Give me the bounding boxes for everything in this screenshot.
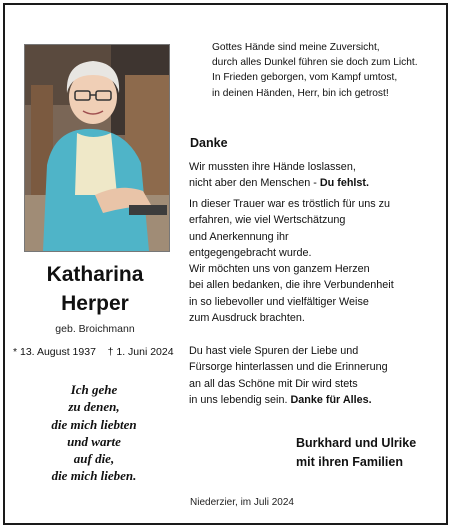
poem-line: die mich lieben.	[51, 468, 137, 484]
text-line: In dieser Trauer war es tröstlich für uns zu	[189, 198, 391, 210]
verse-line: In Frieden geborgen, vom Kampf umtost,	[212, 72, 398, 84]
poem-line: Ich gehe	[70, 382, 118, 397]
life-dates	[13, 346, 193, 358]
text-line: Wir mussten ihre Hände loslassen,	[189, 161, 356, 173]
last-name: Herper	[61, 292, 129, 315]
place-date: Niederzier, im Juli 2024	[190, 497, 294, 508]
thanks-heading: Danke	[190, 136, 228, 150]
signature-line: Burkhard und Ulrike	[296, 436, 417, 450]
signature	[296, 434, 446, 472]
text-line: und Anerkennung ihr	[189, 230, 289, 243]
text-line: entgegengebracht wurde.	[189, 246, 312, 259]
death-date: † 1. Juni 2024	[107, 346, 174, 358]
poem-line: zu denen,	[68, 399, 120, 415]
text-line: nicht aber den Menschen - Du fehlst.	[189, 177, 370, 190]
first-name: Katharina	[46, 263, 144, 286]
memorial-poem	[34, 381, 154, 485]
verse-line: durch alles Dunkel führen sie doch zum Licht.	[212, 57, 418, 69]
text-line: Du hast viele Spuren der Liebe und	[189, 345, 359, 357]
signature-line: mit ihren Familien	[296, 455, 403, 469]
text-line: in uns lebendig sein. Danke für Alles.	[189, 393, 372, 406]
text-line: an all das Schöne mit Dir wird stets	[189, 377, 358, 390]
poem-line: und warte	[67, 433, 121, 449]
text-line: Wir möchten uns von ganzem Herzen	[189, 263, 370, 276]
verse-line: in deinen Händen, Herr, bin ich getrost!	[212, 87, 389, 99]
text-line: Fürsorge hinterlassen und die Erinnerung	[189, 361, 388, 374]
thanks-paragraph-3	[189, 343, 439, 408]
thanks-paragraph-2	[189, 196, 439, 326]
maiden-name: geb. Broichmann	[55, 323, 135, 335]
poem-line: auf die,	[73, 451, 115, 467]
verse-line: Gottes Hände sind meine Zuversicht,	[212, 42, 380, 53]
portrait-photo	[24, 44, 170, 252]
opening-verse	[212, 40, 442, 101]
portrait-illustration	[25, 45, 169, 251]
thanks-paragraph-1	[189, 159, 439, 192]
text-line: in so liebevoller und vielfältiger Weise	[189, 295, 369, 308]
birth-date: * 13. August 1937	[13, 346, 96, 358]
text-line: zum Ausdruck brachten.	[189, 312, 305, 325]
emphasis: Du fehlst.	[319, 177, 370, 190]
poem-line: die mich liebten	[51, 416, 137, 432]
text-line: bei allen bedanken, die ihre Verbundenheit	[189, 279, 394, 292]
text-line: erfahren, wie viel Wertschätzung	[189, 214, 346, 227]
emphasis: Danke für Alles.	[290, 393, 372, 406]
